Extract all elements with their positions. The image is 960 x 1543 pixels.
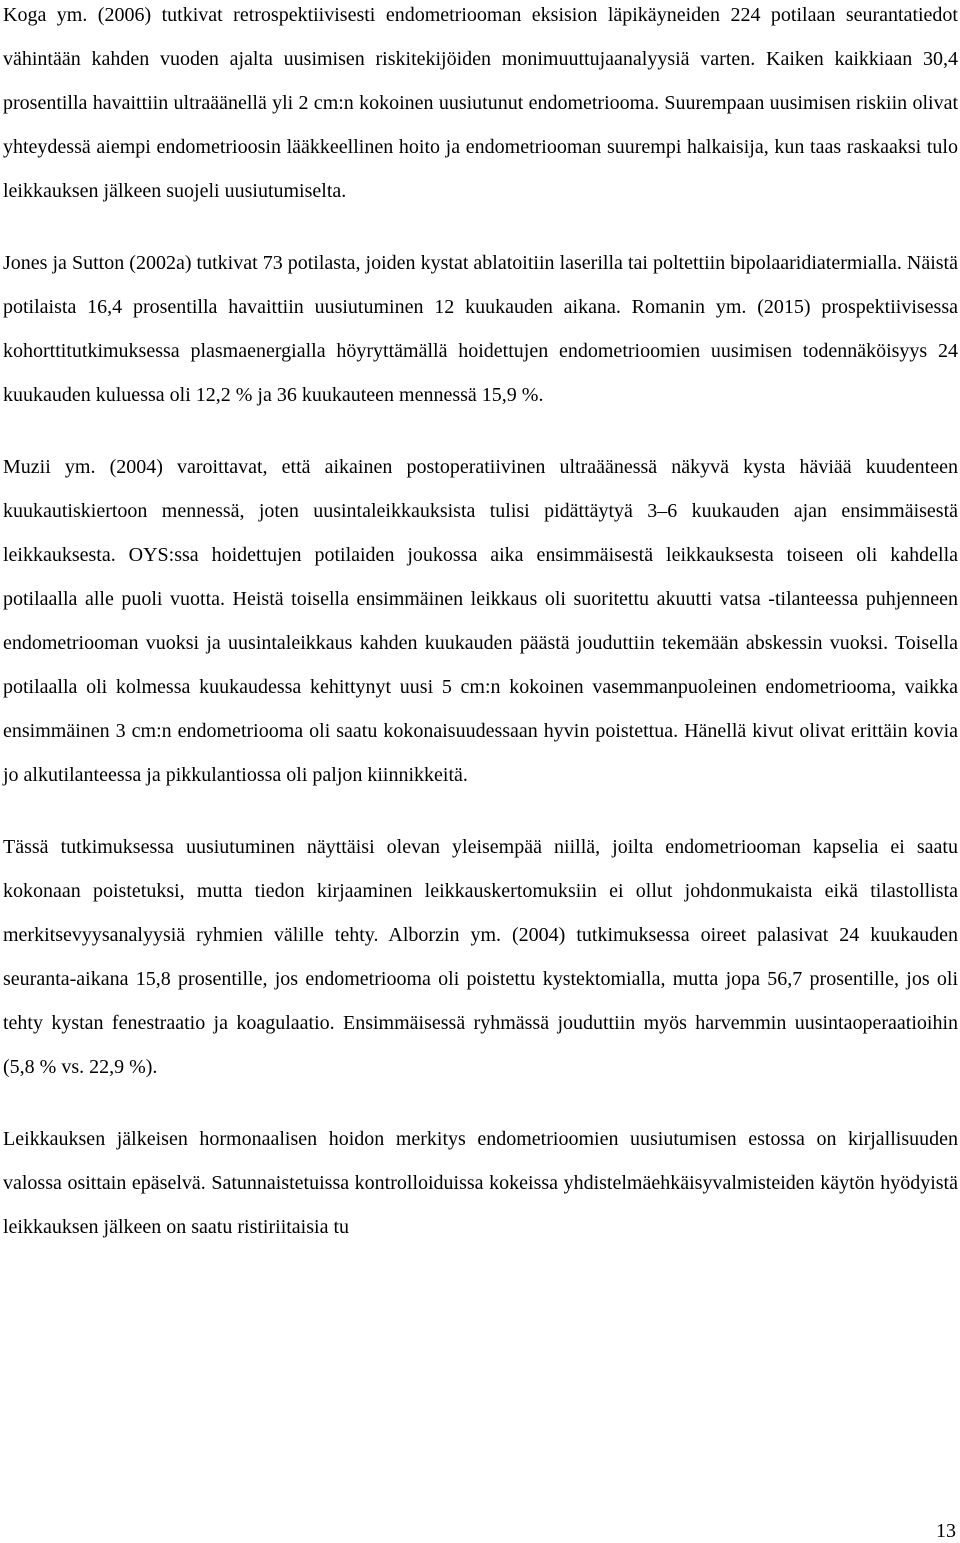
document-body — [3, 0, 958, 1249]
paragraph-koga: Koga ym. (2006) tutkivat retrospektiivisesti endometriooman eksision läpikäyneiden 224 potilaan seurantatiedot vähintään kahden vuoden ajalta uusimisen riskitekijöiden monimuuttujaanalyysiä varten. Kaiken kaikkiaan 30,4 prosentilla havaittiin ultraäänellä yli 2 cm:n kokoinen uusiutunut endometriooma. Suurempaan uusimisen riskiin olivat yhteydessä aiempi endometrioosin lääkkeellinen hoito ja endometriooman suurempi halkaisija, kun taas raskaaksi tulo leikkauksen jälkeen suojeli uusiutumiselta. — [3, 4, 958, 202]
paragraph-hormonaalinen-hoito: Leikkauksen jälkeisen hormonaalisen hoidon merkitys endometrioomien uusiutumisen estossa on kirjallisuuden valossa osittain epäselvä. Satunnaistetuissa kontrolloiduissa kokeissa yhdistelmäehkäisyvalmisteiden käytön hyödyistä leikkauksen jälkeen on saatu ristiriitaisia tu — [3, 1128, 958, 1238]
paragraph-jones-sutton: Jones ja Sutton (2002a) tutkivat 73 potilasta, joiden kystat ablatoitiin laserilla tai poltettiin bipolaaridiatermialla. Näistä potilaista 16,4 prosentilla havaittiin uusiutuminen 12 kuukauden aikana. Romanin ym. (2015) prospektiivisessa kohorttitutkimuksessa plasmaenergialla höyryttämällä hoidettujen endometrioomien uusimisen todennäköisyys 24 kuukauden kuluessa oli 12,2 % ja 36 kuukauteen mennessä 15,9 %. — [3, 252, 958, 406]
page-number: 13 — [936, 1520, 956, 1542]
paragraph-tassa-tutkimuksessa: Tässä tutkimuksessa uusiutuminen näyttäisi olevan yleisempää niillä, joilta endometriooman kapselia ei saatu kokonaan poistetuksi, mutta tiedon kirjaaminen leikkauskertomuksiin ei ollut johdonmukaista eikä tilastollista merkitsevyysanalyysiä ryhmien välille tehty. Alborzin ym. (2004) tutkimuksessa oireet palasivat 24 kuukauden seuranta-aikana 15,8 prosentille, jos endometriooma oli poistettu kystektomialla, mutta jopa 56,7 prosentille, jos oli tehty kystan fenestraatio ja koagulaatio. Ensimmäisessä ryhmässä jouduttiin myös harvemmin uusintaoperaatioihin (5,8 % vs. 22,9 %). — [3, 836, 958, 1078]
paragraph-muzii: Muzii ym. (2004) varoittavat, että aikainen postoperatiivinen ultraäänessä näkyvä kysta häviää kuudenteen kuukautiskiertoon mennessä, joten uusintaleikkauksista tulisi pidättäytyä 3–6 kuukauden ajan ensimmäisestä leikkauksesta. OYS:ssa hoidettujen potilaiden joukossa aika ensimmäisestä leikkauksesta toiseen oli kahdella potilaalla alle puoli vuotta. Heistä toisella ensimmäinen leikkaus oli suoritettu akuutti vatsa -tilanteessa puhjenneen endometriooman vuoksi ja uusintaleikkaus kahden kuukauden päästä jouduttiin tekemään abskessin vuoksi. Toisella potilaalla oli kolmessa kuukaudessa kehittynyt uusi 5 cm:n kokoinen vasemmanpuoleinen endometriooma, vaikka ensimmäinen 3 cm:n endometriooma oli saatu kokonaisuudessaan hyvin poistettua. Hänellä kivut olivat erittäin kovia jo alkutilanteessa ja pikkulantiossa oli paljon kiinnikkeitä. — [3, 456, 958, 786]
